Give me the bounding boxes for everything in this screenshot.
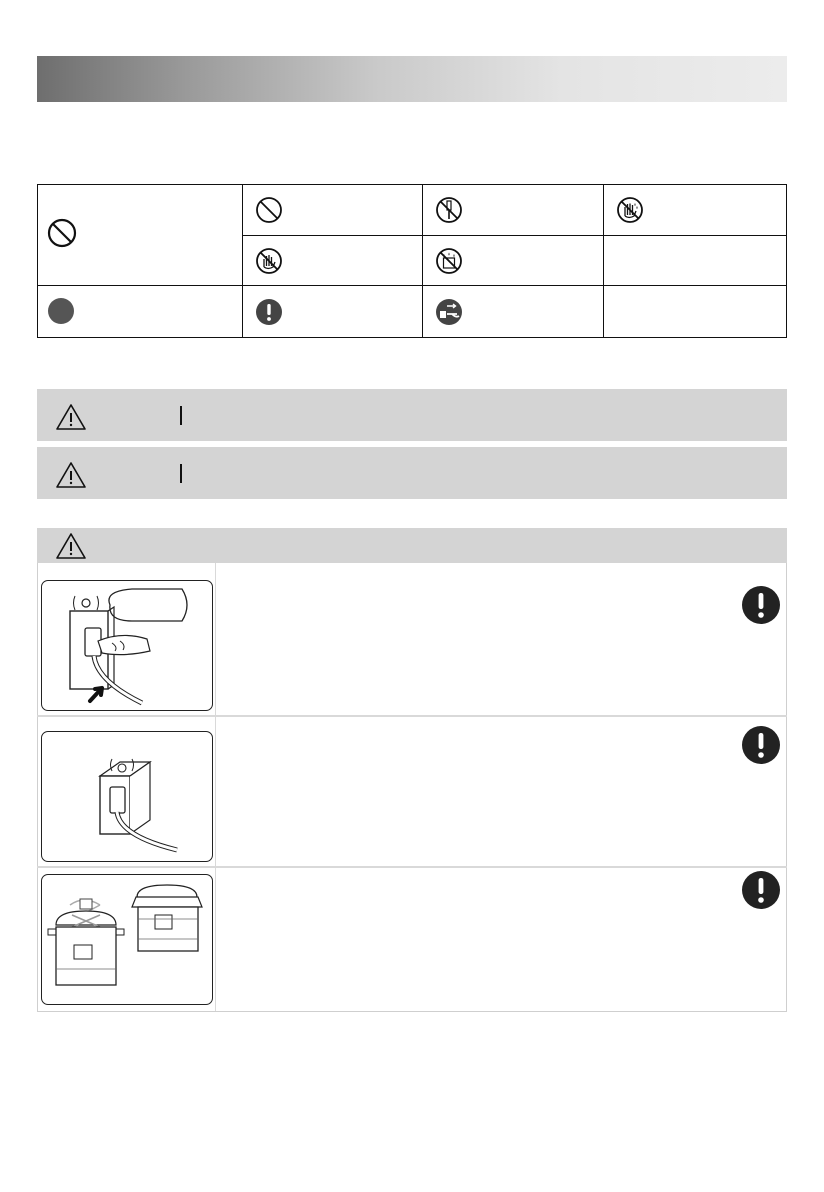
mandatory-icon — [741, 585, 781, 625]
symbol-cell — [423, 185, 604, 236]
no-wet-hands-icon — [616, 196, 644, 224]
unplug-icon — [435, 298, 463, 326]
row-text — [228, 586, 728, 706]
title-bar — [37, 56, 787, 102]
mandatory-circle-icon — [46, 296, 76, 326]
warning-triangle-icon — [55, 403, 87, 431]
row-text — [228, 737, 728, 857]
plugged-socket-illustration — [41, 731, 213, 862]
row-divider — [37, 866, 787, 868]
column-divider — [215, 563, 216, 1011]
plug-insertion-illustration — [41, 580, 213, 711]
symbol-cell — [423, 286, 604, 338]
symbol-cell — [604, 185, 787, 236]
caution-triangle-icon — [55, 461, 87, 489]
mandatory-icon — [741, 725, 781, 765]
symbol-legend-table — [37, 184, 787, 338]
caution-level-bar — [37, 447, 787, 499]
warning-panel-header — [37, 528, 787, 563]
symbol-cell — [243, 185, 423, 236]
mandatory-category-cell — [38, 286, 243, 338]
symbol-cell-empty — [604, 286, 787, 338]
warning-triangle-icon — [55, 532, 87, 560]
warning-level-bar — [37, 389, 787, 441]
row-text — [228, 880, 728, 1000]
prohibition-icon — [255, 196, 283, 224]
symbol-cell — [243, 236, 423, 286]
pressure-cooker-illustration — [41, 874, 213, 1005]
no-disassembly-icon — [435, 196, 463, 224]
no-water-icon — [435, 247, 463, 275]
prohibition-category-cell — [38, 185, 243, 286]
symbol-cell — [243, 286, 423, 338]
mandatory-icon — [741, 870, 781, 910]
separator — [180, 464, 182, 483]
row-divider — [37, 715, 787, 717]
symbol-cell-empty — [604, 236, 787, 286]
no-touch-icon — [255, 247, 283, 275]
separator — [180, 406, 182, 425]
exclamation-icon — [255, 298, 283, 326]
prohibition-icon — [46, 217, 78, 249]
symbol-cell — [423, 236, 604, 286]
